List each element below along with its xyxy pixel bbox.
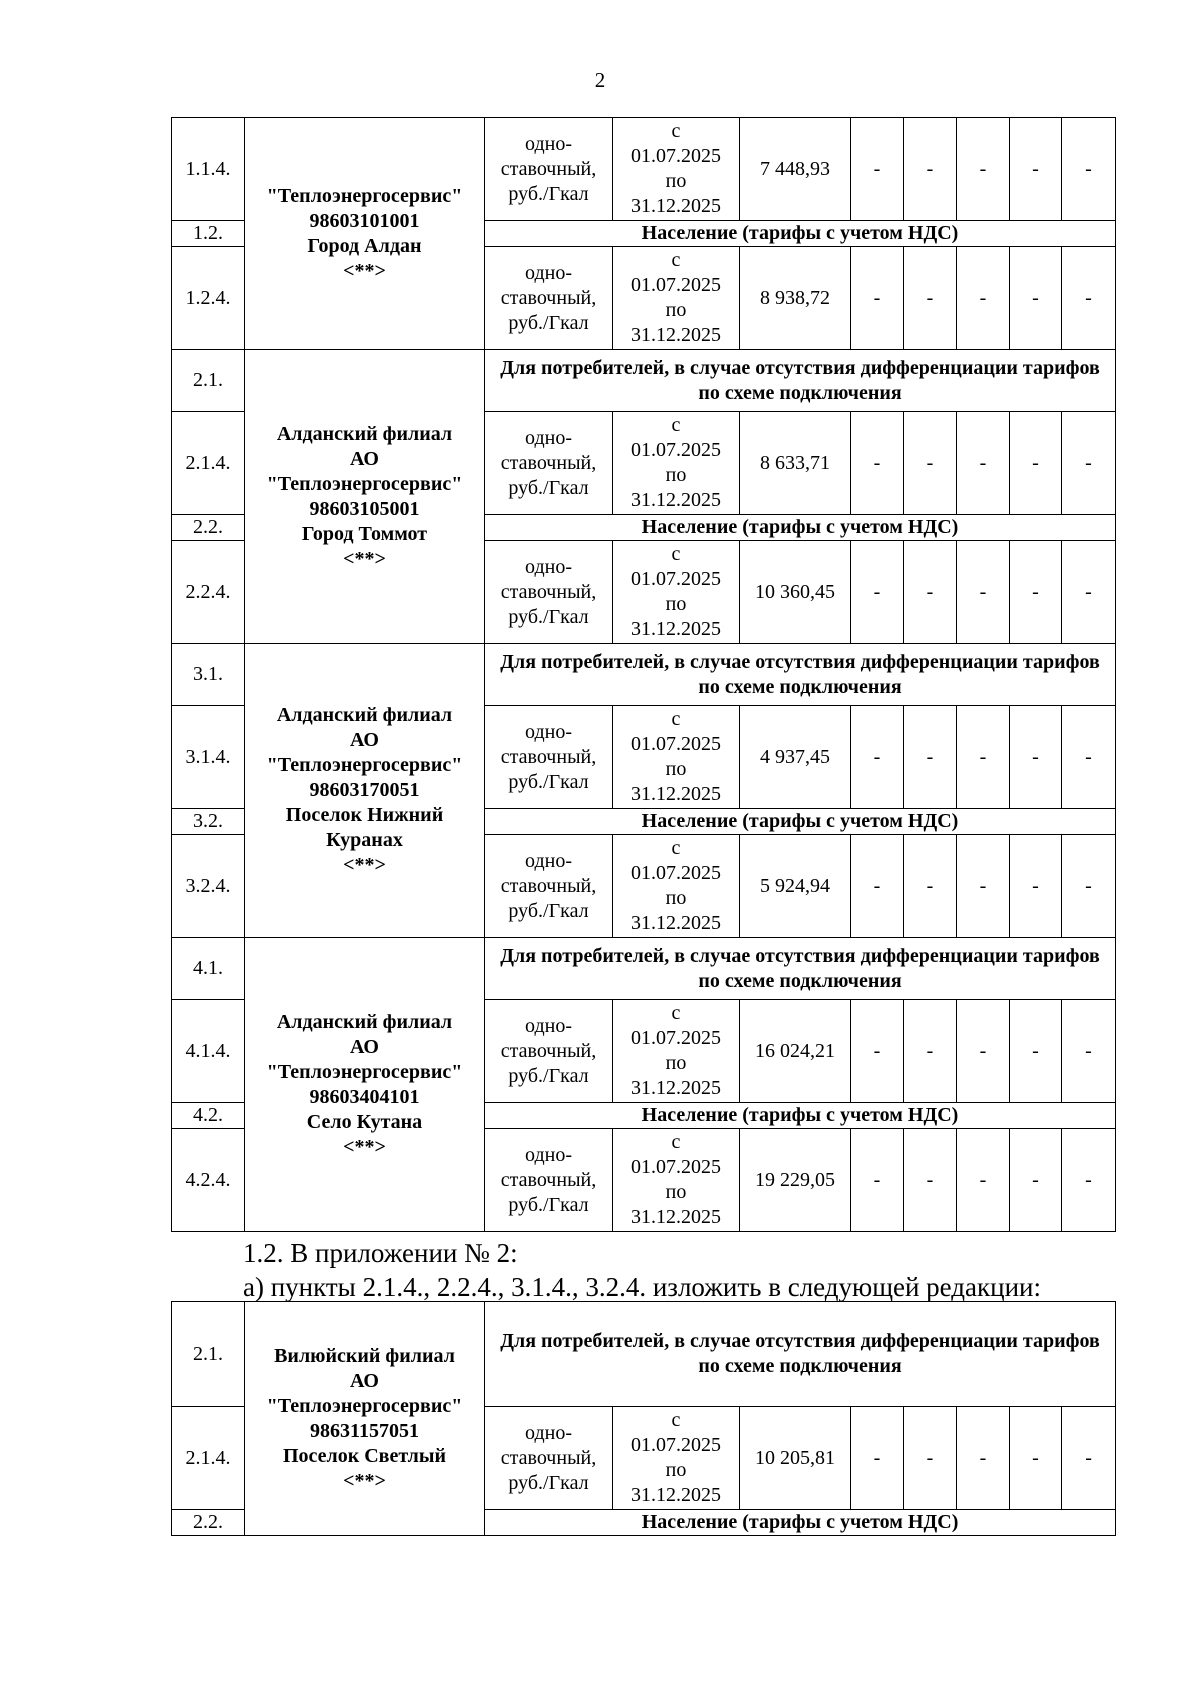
text-line: 31.12.2025 xyxy=(631,1484,721,1506)
consumer-group-header: Население (тарифы с учетом НДС) xyxy=(485,809,1116,835)
empty-value: - xyxy=(1062,1129,1116,1232)
tariff-type xyxy=(485,541,613,644)
text-line: "Теплоэнергосервис" xyxy=(266,472,463,495)
empty-value: - xyxy=(904,541,957,644)
empty-value: - xyxy=(957,118,1010,221)
empty-value: - xyxy=(904,247,957,350)
row-number: 2.2. xyxy=(172,515,245,541)
text-line: 98603170051 xyxy=(309,779,420,801)
text-line: 31.12.2025 xyxy=(631,324,721,346)
empty-value: - xyxy=(851,1407,904,1510)
empty-value: - xyxy=(904,412,957,515)
consumer-group-header: Население (тарифы с учетом НДС) xyxy=(485,1103,1116,1129)
empty-value: - xyxy=(1062,412,1116,515)
text-line: по xyxy=(665,1052,687,1074)
validity-period xyxy=(613,541,740,644)
group-header-row xyxy=(172,350,1116,412)
empty-value: - xyxy=(1062,247,1116,350)
text-line: с xyxy=(671,1409,681,1431)
text-line: с xyxy=(671,543,681,565)
empty-value: - xyxy=(957,1129,1010,1232)
paragraph-appendix-2: 1.2. В приложении № 2: xyxy=(243,1238,518,1268)
empty-value: - xyxy=(851,541,904,644)
row-number: 1.2. xyxy=(172,221,245,247)
row-number: 1.1.4. xyxy=(172,118,245,221)
text-line: <**> xyxy=(343,1135,386,1158)
text-line: по xyxy=(665,887,687,909)
row-number: 4.1. xyxy=(172,938,245,1000)
empty-value: - xyxy=(1062,706,1116,809)
text-line: по xyxy=(665,758,687,780)
text-line: с xyxy=(671,837,681,859)
text-line: "Теплоэнергосервис" xyxy=(266,754,463,776)
text-line: по xyxy=(665,1181,687,1203)
text-line: 01.07.2025 xyxy=(631,145,721,167)
text-line: руб./Гкал xyxy=(508,605,589,628)
empty-value: - xyxy=(904,835,957,938)
empty-value: - xyxy=(1062,1000,1116,1103)
consumer-group-header: Для потребителей, в случае отсутствия дифференциации тарифов по схеме подключения xyxy=(485,644,1116,706)
text-line: Город Алдан xyxy=(307,234,422,257)
tariff-type xyxy=(485,1000,613,1103)
tariff-value: 10 205,81 xyxy=(740,1407,851,1510)
text-line: одно- xyxy=(525,1421,572,1444)
text-line: 31.12.2025 xyxy=(631,1077,721,1099)
text-line: с xyxy=(671,414,681,436)
text-line: Город Томмот xyxy=(301,522,428,545)
text-line: 01.07.2025 xyxy=(631,1156,721,1178)
empty-value: - xyxy=(1062,118,1116,221)
text-line: руб./Гкал xyxy=(508,1064,589,1087)
text-line: ставочный, xyxy=(500,1039,597,1062)
text-line: с xyxy=(671,1131,681,1153)
consumer-group-header: Для потребителей, в случае отсутствия дифференциации тарифов по схеме подключения xyxy=(485,938,1116,1000)
text-line: с xyxy=(671,1002,681,1024)
empty-value: - xyxy=(1062,541,1116,644)
text-line: Алданский филиал xyxy=(276,422,453,445)
text-line: АО xyxy=(349,447,379,470)
group-header-row xyxy=(172,938,1116,1000)
text-line: 98603404101 xyxy=(309,1085,420,1108)
tariff-type xyxy=(485,1129,613,1232)
text-line: Поселок Светлый xyxy=(282,1444,447,1467)
text-line: одно- xyxy=(525,555,572,578)
consumer-group-header: Население (тарифы с учетом НДС) xyxy=(485,1510,1116,1536)
text-line: с xyxy=(671,120,681,142)
empty-value: - xyxy=(1062,835,1116,938)
text-line: Алданский филиал xyxy=(276,1010,453,1033)
text-line: одно- xyxy=(525,849,572,872)
empty-value: - xyxy=(957,835,1010,938)
row-number: 4.1.4. xyxy=(172,1000,245,1103)
text-line: руб./Гкал xyxy=(508,1471,589,1494)
text-line: руб./Гкал xyxy=(508,311,589,334)
text-line: одно- xyxy=(525,261,572,284)
text-line: руб./Гкал xyxy=(508,899,589,922)
text-line: "Теплоэнергосервис" xyxy=(266,1060,463,1083)
organization-cell xyxy=(245,1302,485,1536)
text-line: 31.12.2025 xyxy=(631,618,721,640)
organization-cell xyxy=(245,118,485,350)
empty-value: - xyxy=(1010,1000,1062,1103)
empty-value: - xyxy=(1010,118,1062,221)
text-line: АО xyxy=(349,1369,379,1392)
text-line: 01.07.2025 xyxy=(631,274,721,296)
empty-value: - xyxy=(957,1000,1010,1103)
paragraph-items-list: а) пункты 2.1.4., 2.2.4., 3.1.4., 3.2.4. изложить в следующей редакции: xyxy=(243,1272,1041,1302)
tariff-value: 7 448,93 xyxy=(740,118,851,221)
text-line: <**> xyxy=(343,547,386,570)
empty-value: - xyxy=(851,247,904,350)
text-line: по xyxy=(665,170,687,192)
page-number: 2 xyxy=(594,68,606,92)
row-number: 2.1. xyxy=(172,350,245,412)
tariff-type xyxy=(485,412,613,515)
organization-cell xyxy=(245,938,485,1232)
text-line: <**> xyxy=(343,259,386,282)
empty-value: - xyxy=(851,1000,904,1103)
empty-value: - xyxy=(1062,1407,1116,1510)
row-number: 3.2.4. xyxy=(172,835,245,938)
empty-value: - xyxy=(851,835,904,938)
group-header-row xyxy=(172,644,1116,706)
text-line: 31.12.2025 xyxy=(631,1206,721,1228)
text-line: 31.12.2025 xyxy=(631,912,721,934)
text-line: по xyxy=(665,299,687,321)
empty-value: - xyxy=(1010,541,1062,644)
empty-value: - xyxy=(1010,835,1062,938)
text-line: 01.07.2025 xyxy=(631,862,721,884)
tariff-value: 8 633,71 xyxy=(740,412,851,515)
text-line: 01.07.2025 xyxy=(631,1434,721,1456)
empty-value: - xyxy=(904,1407,957,1510)
text-line: ставочный, xyxy=(500,580,597,603)
text-line: 31.12.2025 xyxy=(631,783,721,805)
text-line: руб./Гкал xyxy=(508,1193,589,1216)
row-number: 2.1. xyxy=(172,1302,245,1407)
empty-value: - xyxy=(1010,706,1062,809)
validity-period xyxy=(613,835,740,938)
text-line: ставочный, xyxy=(500,1168,597,1191)
text-line: руб./Гкал xyxy=(508,476,589,499)
consumer-group-header: Население (тарифы с учетом НДС) xyxy=(485,221,1116,247)
text-line: 01.07.2025 xyxy=(631,1027,721,1049)
text-line: ставочный, xyxy=(500,451,597,474)
tariff-type xyxy=(485,1407,613,1510)
text-line: 01.07.2025 xyxy=(631,733,721,755)
row-number: 3.1. xyxy=(172,644,245,706)
empty-value: - xyxy=(1010,1407,1062,1510)
consumer-group-header: Для потребителей, в случае отсутствия дифференциации тарифов по схеме подключения xyxy=(485,350,1116,412)
text-line: 31.12.2025 xyxy=(631,489,721,511)
empty-value: - xyxy=(957,706,1010,809)
text-line: 31.12.2025 xyxy=(631,195,721,217)
validity-period xyxy=(613,247,740,350)
text-line: ставочный, xyxy=(500,286,597,309)
text-line: одно- xyxy=(525,720,572,743)
text-line: с xyxy=(671,249,681,271)
empty-value: - xyxy=(1010,412,1062,515)
empty-value: - xyxy=(851,412,904,515)
text-line: <**> xyxy=(343,1469,386,1492)
tariff-table xyxy=(171,117,1116,1232)
row-number: 2.1.4. xyxy=(172,412,245,515)
row-number: 4.2.4. xyxy=(172,1129,245,1232)
row-number: 3.1.4. xyxy=(172,706,245,809)
validity-period xyxy=(613,1407,740,1510)
text-line: АО xyxy=(349,729,379,751)
organization-cell xyxy=(245,644,485,938)
tariff-type xyxy=(485,247,613,350)
row-number: 2.1.4. xyxy=(172,1407,245,1510)
text-line: ставочный, xyxy=(500,157,597,180)
empty-value: - xyxy=(957,541,1010,644)
validity-period xyxy=(613,118,740,221)
organization-cell xyxy=(245,350,485,644)
tariff-type xyxy=(485,118,613,221)
row-number: 2.2.4. xyxy=(172,541,245,644)
text-line: 98603105001 xyxy=(309,497,420,520)
text-line: "Теплоэнергосервис" xyxy=(266,184,463,207)
row-number: 1.2.4. xyxy=(172,247,245,350)
text-line: <**> xyxy=(343,854,386,876)
text-line: АО xyxy=(349,1035,379,1058)
empty-value: - xyxy=(957,412,1010,515)
text-line: Куранах xyxy=(326,829,403,851)
text-line: 98631157051 xyxy=(310,1419,419,1442)
text-line: одно- xyxy=(525,132,572,155)
text-line: одно- xyxy=(525,1143,572,1166)
consumer-group-header: Для потребителей, в случае отсутствия дифференциации тарифов по схеме подключения xyxy=(485,1302,1116,1407)
empty-value: - xyxy=(851,706,904,809)
tariff-value: 16 024,21 xyxy=(740,1000,851,1103)
text-line: Алданский филиал xyxy=(276,704,453,726)
table-row xyxy=(172,118,1116,221)
text-line: 01.07.2025 xyxy=(631,439,721,461)
validity-period xyxy=(613,412,740,515)
empty-value: - xyxy=(1010,247,1062,350)
tariff-type xyxy=(485,706,613,809)
text-line: по xyxy=(665,593,687,615)
text-line: ставочный, xyxy=(500,1446,597,1469)
text-line: по xyxy=(665,1459,687,1481)
empty-value: - xyxy=(851,118,904,221)
text-line: 01.07.2025 xyxy=(631,568,721,590)
empty-value: - xyxy=(957,1407,1010,1510)
text-line: с xyxy=(671,708,681,730)
row-number: 3.2. xyxy=(172,809,245,835)
row-number: 2.2. xyxy=(172,1510,245,1536)
text-line: ставочный, xyxy=(500,745,597,768)
text-line: Поселок Нижний xyxy=(285,804,444,826)
tariff-value: 8 938,72 xyxy=(740,247,851,350)
empty-value: - xyxy=(957,247,1010,350)
empty-value: - xyxy=(851,1129,904,1232)
group-header-row xyxy=(172,1302,1116,1407)
empty-value: - xyxy=(1010,1129,1062,1232)
tariff-value: 10 360,45 xyxy=(740,541,851,644)
text-line: ставочный, xyxy=(500,874,597,897)
tariff-table xyxy=(171,1301,1116,1536)
validity-period xyxy=(613,1129,740,1232)
text-line: руб./Гкал xyxy=(508,770,589,793)
empty-value: - xyxy=(904,118,957,221)
tariff-value: 19 229,05 xyxy=(740,1129,851,1232)
tariff-type xyxy=(485,835,613,938)
text-line: одно- xyxy=(525,1014,572,1037)
tariff-value: 4 937,45 xyxy=(740,706,851,809)
text-line: одно- xyxy=(525,426,572,449)
empty-value: - xyxy=(904,1000,957,1103)
text-line: руб./Гкал xyxy=(508,182,589,205)
consumer-group-header: Население (тарифы с учетом НДС) xyxy=(485,515,1116,541)
validity-period xyxy=(613,706,740,809)
row-number: 4.2. xyxy=(172,1103,245,1129)
empty-value: - xyxy=(904,1129,957,1232)
empty-value: - xyxy=(904,706,957,809)
text-line: Вилюйский филиал xyxy=(274,1344,455,1367)
text-line: 98603101001 xyxy=(309,209,420,232)
validity-period xyxy=(613,1000,740,1103)
tariff-value: 5 924,94 xyxy=(740,835,851,938)
text-line: Село Кутана xyxy=(306,1110,423,1133)
text-line: по xyxy=(665,464,687,486)
text-line: "Теплоэнергосервис" xyxy=(266,1394,463,1417)
